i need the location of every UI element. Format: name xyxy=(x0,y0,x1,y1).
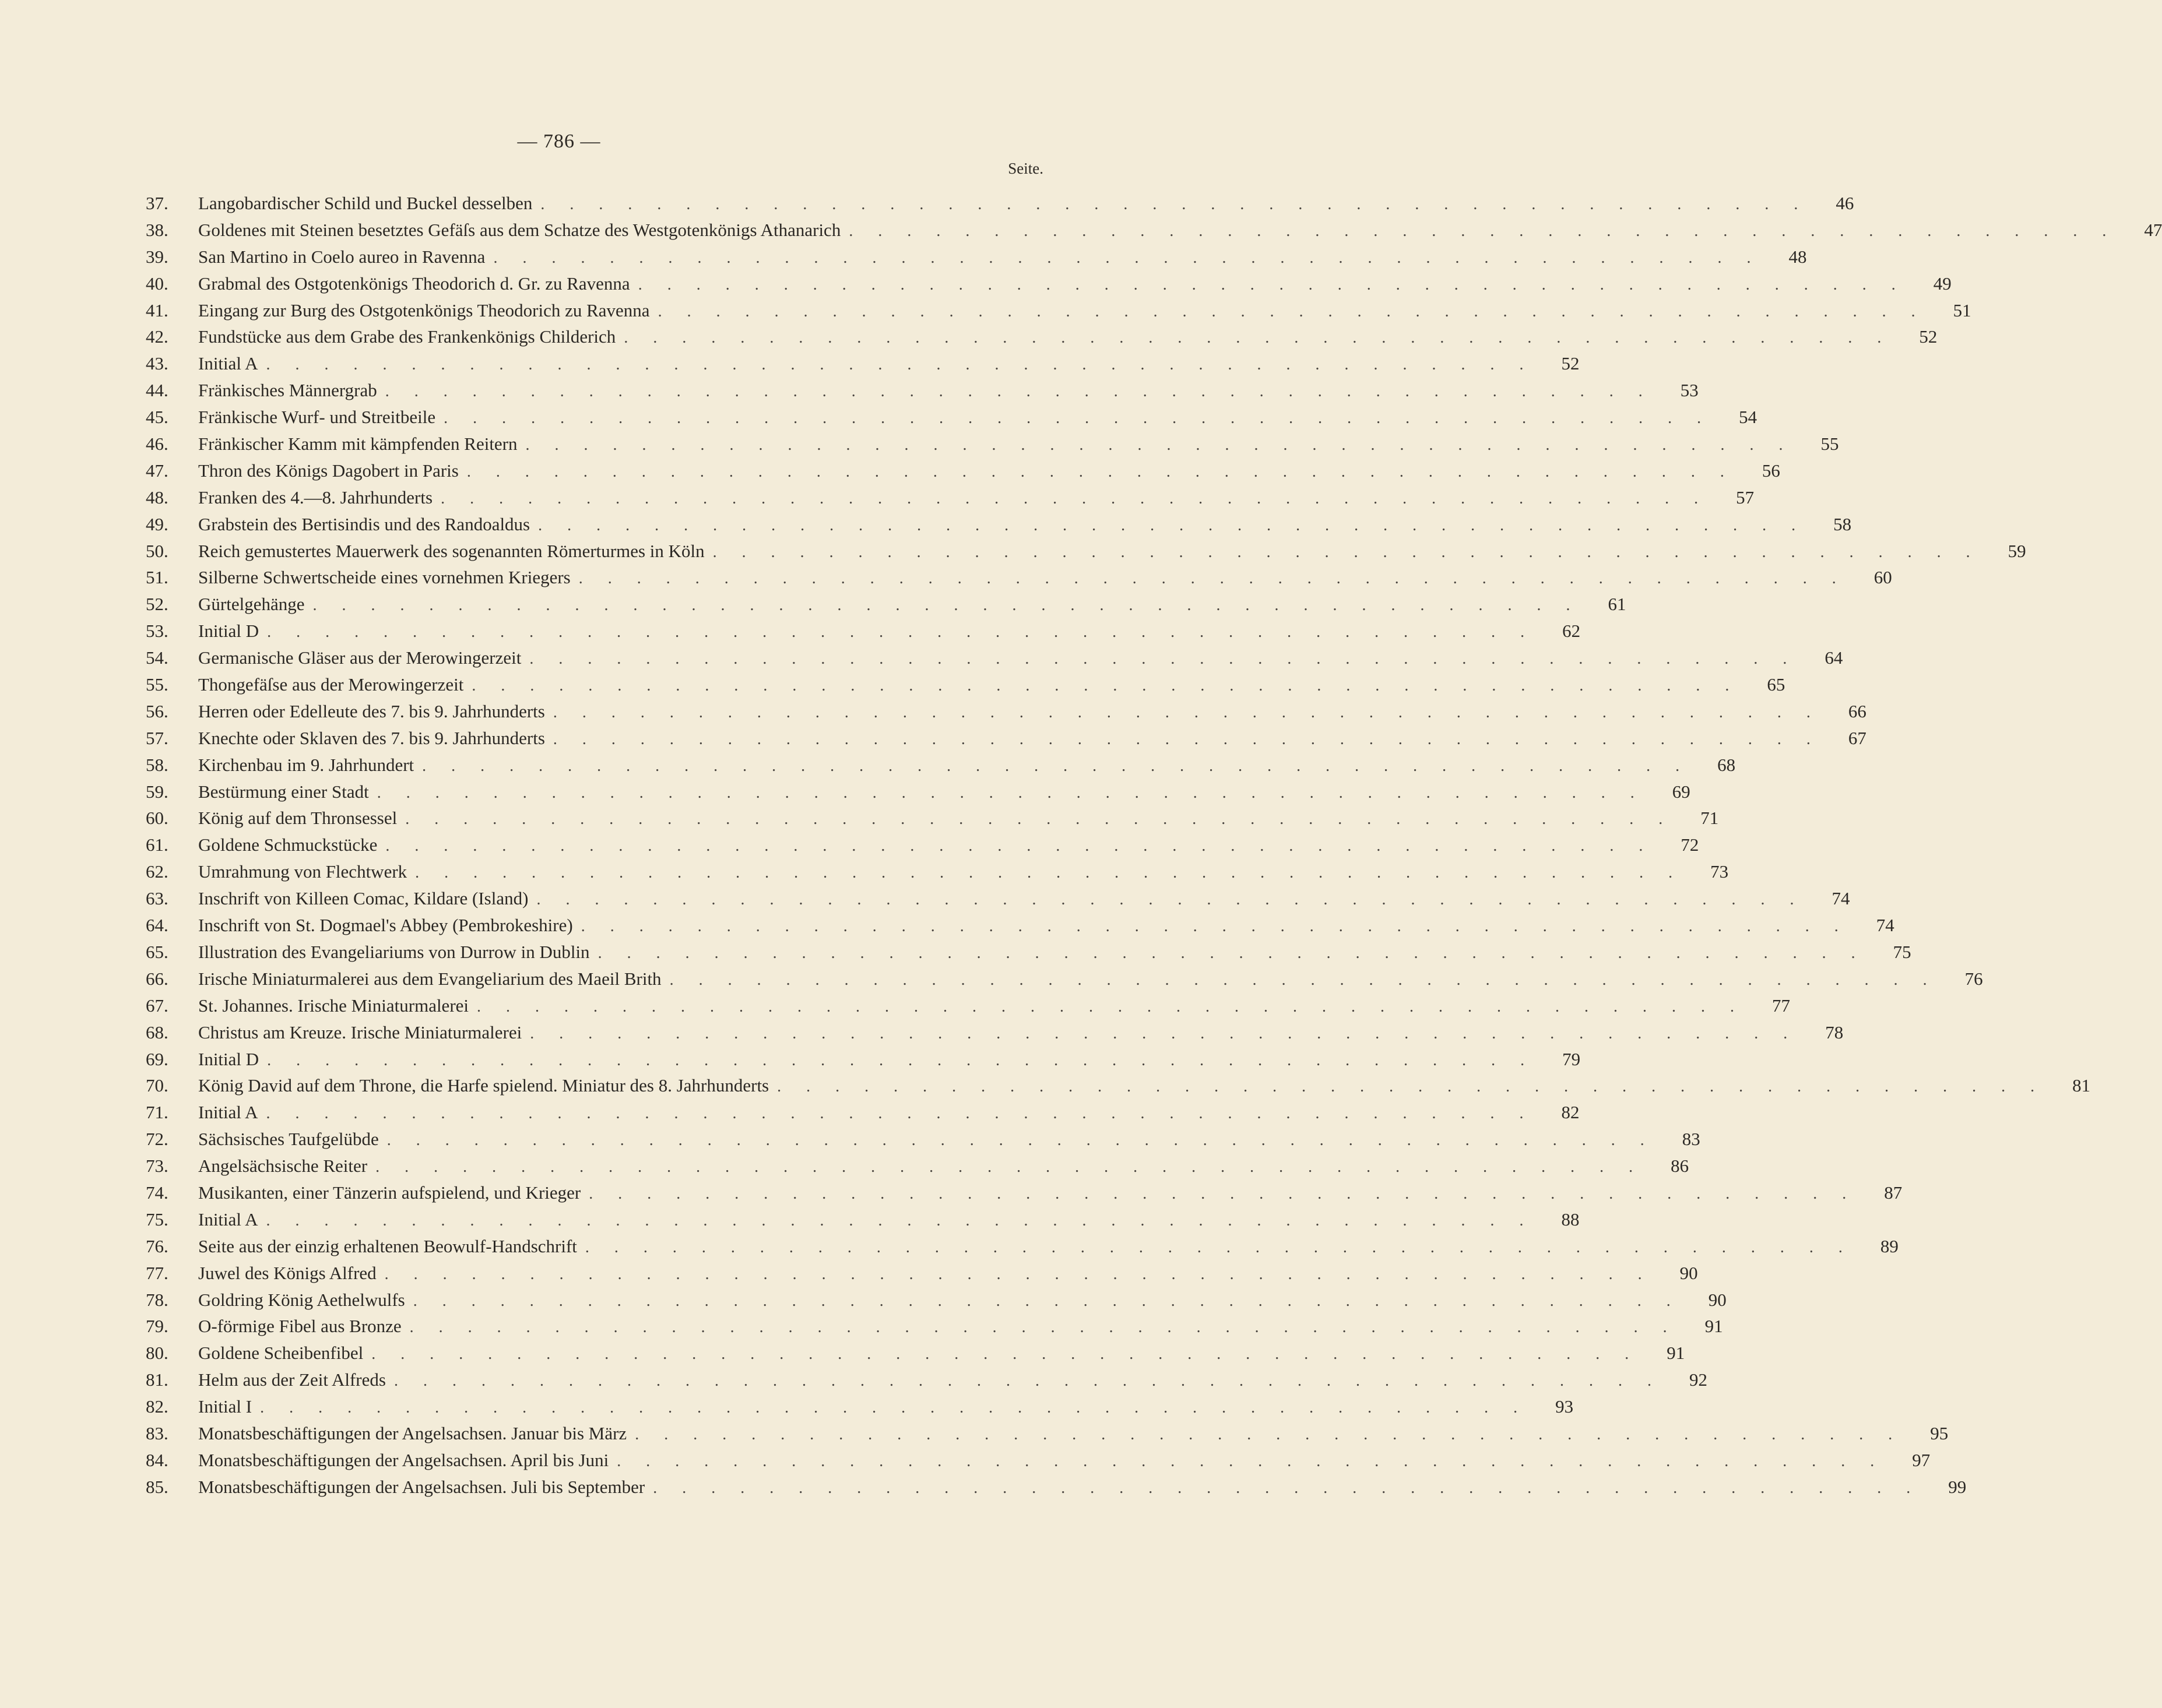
entry-page: 82 xyxy=(1561,1102,1580,1123)
entry-title: Initial I xyxy=(198,1396,252,1417)
entry-number: 66. xyxy=(146,968,168,989)
list-item xyxy=(146,1019,1844,1046)
entry-number: 80. xyxy=(146,1343,168,1364)
entry-page: 78 xyxy=(1825,1022,1844,1043)
entry-page: 72 xyxy=(1681,834,1699,855)
entry-number: 61. xyxy=(146,834,168,855)
dot-leader xyxy=(259,619,1543,646)
entry-number: 59. xyxy=(146,781,168,802)
entry-title: San Martino in Coelo aureo in Ravenna xyxy=(198,246,486,267)
entry-title: Juwel des Königs Alfred xyxy=(198,1262,377,1283)
list-item xyxy=(146,779,1690,805)
list-item xyxy=(146,1420,1949,1447)
list-item xyxy=(146,912,1894,939)
entry-page: 74 xyxy=(1876,915,1894,936)
entry-page: 65 xyxy=(1767,674,1785,695)
dot-leader xyxy=(577,1234,1861,1261)
dot-leader xyxy=(252,1394,1536,1421)
entry-page: 51 xyxy=(1953,300,1971,321)
entry-page: 57 xyxy=(1736,487,1755,508)
list-item xyxy=(146,992,1791,1019)
list-item xyxy=(146,618,1581,645)
dot-leader xyxy=(609,1448,1893,1475)
entry-page: 53 xyxy=(1680,380,1699,401)
dot-leader xyxy=(386,1368,1670,1394)
dot-leader xyxy=(581,1181,1865,1207)
list-item xyxy=(146,564,1892,591)
entry-page: 86 xyxy=(1671,1156,1689,1177)
list-item xyxy=(146,1287,1727,1313)
entry-page: 90 xyxy=(1708,1289,1727,1310)
dot-leader xyxy=(258,1100,1542,1127)
entry-title: Initial D xyxy=(198,1048,259,1069)
entry-page: 56 xyxy=(1762,460,1780,481)
dot-leader xyxy=(258,351,1542,378)
entry-title: Eingang zur Burg des Ostgotenkönigs Theodorich zu Ravenna xyxy=(198,300,650,321)
list-item xyxy=(146,511,1852,538)
dot-leader xyxy=(627,1421,1911,1448)
dot-leader xyxy=(379,1127,1663,1154)
entry-page: 87 xyxy=(1884,1182,1903,1203)
entry-page: 64 xyxy=(1824,647,1843,668)
entry-page: 47 xyxy=(2144,219,2162,240)
list-item xyxy=(146,1474,1967,1501)
entry-number: 52. xyxy=(146,594,168,615)
entry-number: 55. xyxy=(146,674,168,695)
entry-title: Thongefäſse aus der Merowingerzeit xyxy=(198,674,464,695)
entry-title: König David auf dem Throne, die Harfe spielend. Miniatur des 8. Jahrhunderts xyxy=(198,1075,769,1096)
entry-number: 60. xyxy=(146,808,168,829)
entry-title: Fundstücke aus dem Grabe des Frankenkönigs Childerich xyxy=(198,326,616,347)
list-item xyxy=(146,832,1699,858)
dot-leader xyxy=(530,512,1814,539)
entry-number: 76. xyxy=(146,1235,168,1256)
entry-page: 55 xyxy=(1820,434,1839,455)
entry-title: Langobardischer Schild und Buckel desselben xyxy=(198,193,533,213)
entry-title: Seite aus der einzig erhaltenen Beowulf-Handschrift xyxy=(198,1235,577,1256)
entry-title: Musikanten, einer Tänzerin aufspielend, und Krieger xyxy=(198,1182,581,1203)
page-column-label: Seite. xyxy=(1008,160,1043,177)
dot-leader xyxy=(616,325,1900,351)
dot-leader xyxy=(469,994,1753,1020)
list-item xyxy=(146,1313,1723,1340)
dot-leader xyxy=(650,298,1934,325)
list-item xyxy=(146,698,1866,725)
dot-leader xyxy=(521,646,1805,672)
entry-page: 91 xyxy=(1704,1316,1723,1337)
entry-number: 41. xyxy=(146,300,168,321)
entry-number: 37. xyxy=(146,193,168,213)
entry-title: St. Johannes. Irische Miniaturmalerei xyxy=(198,995,469,1016)
entry-number: 46. xyxy=(146,434,168,455)
entry-number: 71. xyxy=(146,1102,168,1123)
list-item xyxy=(146,217,2162,244)
list-item xyxy=(146,858,1729,885)
entry-title: Goldene Scheibenfibel xyxy=(198,1343,364,1364)
entry-title: Inschrift von St. Dogmael's Abbey (Pembrokeshire) xyxy=(198,915,573,936)
entry-page: 91 xyxy=(1667,1343,1685,1364)
entry-page: 54 xyxy=(1739,407,1757,428)
dot-leader xyxy=(769,1073,2053,1100)
list-item xyxy=(146,1099,1580,1126)
dot-leader xyxy=(377,1261,1661,1288)
dot-leader xyxy=(528,886,1812,913)
entry-title: Monatsbeschäftigungen der Angelsachsen. Januar bis März xyxy=(198,1422,627,1443)
list-item xyxy=(146,671,1785,698)
entry-number: 62. xyxy=(146,861,168,882)
entry-title: Fränkischer Kamm mit kämpfenden Reitern xyxy=(198,434,518,455)
entry-title: Grabmal des Ostgotenkönigs Theodorich d. Gr. zu Ravenna xyxy=(198,273,630,294)
entry-title: Grabstein des Bertisindis und des Randoaldus xyxy=(198,513,530,534)
entry-title: Helm aus der Zeit Alfreds xyxy=(198,1369,386,1390)
entry-number: 38. xyxy=(146,219,168,240)
entry-number: 54. xyxy=(146,647,168,668)
entry-page: 62 xyxy=(1562,621,1581,642)
list-of-illustrations xyxy=(146,190,2162,1501)
list-item xyxy=(146,1046,1581,1073)
entry-page: 74 xyxy=(1831,888,1850,909)
entry-title: Fränkische Wurf- und Streitbeile xyxy=(198,407,436,428)
dot-leader xyxy=(571,565,1855,592)
dot-leader xyxy=(367,1154,1651,1181)
entry-number: 73. xyxy=(146,1156,168,1177)
list-item xyxy=(146,457,1780,484)
dot-leader xyxy=(630,272,1914,298)
list-item xyxy=(146,270,1952,297)
entry-number: 77. xyxy=(146,1262,168,1283)
entry-number: 53. xyxy=(146,621,168,642)
dot-leader xyxy=(377,833,1661,860)
entry-title: Sächsisches Taufgelübde xyxy=(198,1129,379,1150)
entry-number: 44. xyxy=(146,380,168,401)
dot-leader xyxy=(304,592,1588,619)
entry-number: 75. xyxy=(146,1209,168,1230)
entry-title: O-förmige Fibel aus Bronze xyxy=(198,1316,402,1337)
entry-number: 40. xyxy=(146,273,168,294)
list-item xyxy=(146,645,1843,671)
list-item xyxy=(146,244,1807,270)
entry-number: 83. xyxy=(146,1422,168,1443)
dot-leader xyxy=(414,753,1698,780)
entry-title: Silberne Schwertscheide eines vornehmen Kriegers xyxy=(198,567,571,588)
dot-leader xyxy=(435,405,1720,432)
dot-leader xyxy=(377,378,1661,405)
dot-leader xyxy=(463,672,1748,699)
entry-number: 74. xyxy=(146,1182,168,1203)
list-item xyxy=(146,752,1736,779)
list-item xyxy=(146,1447,1931,1474)
entry-title: Irische Miniaturmalerei aus dem Evangeliarium des Maeil Brith xyxy=(198,968,662,989)
dot-leader xyxy=(363,1341,1647,1368)
list-item xyxy=(146,1179,1903,1206)
entry-number: 56. xyxy=(146,700,168,721)
dot-leader xyxy=(402,1314,1686,1341)
entry-number: 69. xyxy=(146,1048,168,1069)
entry-title: König auf dem Thronsessel xyxy=(198,808,398,829)
entry-page: 71 xyxy=(1700,808,1719,829)
entry-title: Initial A xyxy=(198,1209,258,1230)
entry-title: Illustration des Evangeliariums von Durrow in Dublin xyxy=(198,941,590,962)
entry-number: 42. xyxy=(146,326,168,347)
entry-title: Bestürmung einer Stadt xyxy=(198,781,369,802)
entry-number: 82. xyxy=(146,1396,168,1417)
entry-number: 70. xyxy=(146,1075,168,1096)
entry-title: Umrahmung von Flechtwerk xyxy=(198,861,407,882)
list-item xyxy=(146,190,1854,217)
dot-leader xyxy=(407,860,1691,886)
dot-leader xyxy=(705,539,1989,566)
dot-leader xyxy=(369,780,1653,807)
entry-title: Initial A xyxy=(198,353,258,374)
entry-number: 43. xyxy=(146,353,168,374)
entry-number: 57. xyxy=(146,727,168,748)
entry-page: 81 xyxy=(2072,1075,2091,1096)
entry-number: 39. xyxy=(146,246,168,267)
entry-number: 84. xyxy=(146,1449,168,1470)
entry-page: 66 xyxy=(1848,700,1866,721)
entry-page: 67 xyxy=(1848,727,1866,748)
dot-leader xyxy=(545,699,1829,726)
entry-title: Goldene Schmuckstücke xyxy=(198,834,378,855)
entry-title: Fränkisches Männergrab xyxy=(198,380,377,401)
entry-page: 52 xyxy=(1561,353,1580,374)
entry-number: 85. xyxy=(146,1476,168,1497)
list-item xyxy=(146,431,1839,457)
list-item xyxy=(146,1072,2091,1099)
list-item xyxy=(146,1260,1698,1287)
entry-page: 49 xyxy=(1933,273,1952,294)
entry-page: 79 xyxy=(1562,1048,1581,1069)
entry-title: Goldring König Aethelwulfs xyxy=(198,1289,405,1310)
entry-number: 78. xyxy=(146,1289,168,1310)
list-item xyxy=(146,966,1983,992)
entry-page: 93 xyxy=(1555,1396,1574,1417)
entry-page: 68 xyxy=(1717,754,1736,775)
list-item xyxy=(146,725,1866,752)
entry-title: Thron des Königs Dagobert in Paris xyxy=(198,460,459,481)
entry-page: 69 xyxy=(1672,781,1690,802)
entry-page: 73 xyxy=(1710,861,1729,882)
entry-title: Germanische Gläser aus der Merowingerzeit xyxy=(198,647,522,668)
entry-title: Christus am Kreuze. Irische Miniaturmalerei xyxy=(198,1022,522,1043)
entry-number: 48. xyxy=(146,487,168,508)
dot-leader xyxy=(259,1047,1543,1074)
dot-leader xyxy=(545,726,1829,753)
entry-number: 64. xyxy=(146,915,168,936)
list-item xyxy=(146,350,1580,377)
entry-page: 61 xyxy=(1608,594,1626,615)
list-item xyxy=(146,1153,1689,1179)
dot-leader xyxy=(397,806,1681,833)
entry-title: Gürtelgehänge xyxy=(198,594,305,615)
entry-number: 58. xyxy=(146,754,168,775)
entry-number: 51. xyxy=(146,567,168,588)
list-item xyxy=(146,885,1850,912)
list-item xyxy=(146,1126,1700,1153)
dot-leader xyxy=(459,459,1743,485)
dot-leader xyxy=(573,913,1857,940)
list-item xyxy=(146,1393,1574,1420)
entry-page: 46 xyxy=(1836,193,1854,213)
entry-title: Initial D xyxy=(198,621,259,642)
entry-page: 88 xyxy=(1561,1209,1580,1230)
list-item xyxy=(146,1340,1685,1367)
entry-page: 97 xyxy=(1912,1449,1931,1470)
dot-leader xyxy=(645,1475,1929,1502)
entry-page: 89 xyxy=(1880,1235,1899,1256)
entry-title: Knechte oder Sklaven des 7. bis 9. Jahrhunderts xyxy=(198,727,545,748)
entry-page: 60 xyxy=(1873,567,1892,588)
list-item xyxy=(146,377,1699,404)
entry-title: Angelsächsische Reiter xyxy=(198,1156,368,1177)
list-item xyxy=(146,404,1757,431)
entry-title: Kirchenbau im 9. Jahrhundert xyxy=(198,754,414,775)
entry-page: 48 xyxy=(1788,246,1807,267)
page-number: — 786 — xyxy=(517,131,601,152)
entry-page: 99 xyxy=(1948,1476,1967,1497)
entry-number: 50. xyxy=(146,540,168,561)
list-item xyxy=(146,1206,1580,1233)
dot-leader xyxy=(841,218,2125,245)
entry-page: 95 xyxy=(1930,1422,1949,1443)
entry-page: 58 xyxy=(1833,513,1852,534)
entry-title: Monatsbeschäftigungen der Angelsachsen. Juli bis September xyxy=(198,1476,645,1497)
entry-title: Franken des 4.—8. Jahrhunderts xyxy=(198,487,433,508)
list-item xyxy=(146,323,1938,350)
entry-number: 63. xyxy=(146,888,168,909)
entry-number: 81. xyxy=(146,1369,168,1390)
dot-leader xyxy=(258,1207,1542,1234)
dot-leader xyxy=(405,1288,1689,1315)
entry-title: Reich gemustertes Mauerwerk des sogenannten Römerturmes in Köln xyxy=(198,540,705,561)
entry-title: Initial A xyxy=(198,1102,258,1123)
dot-leader xyxy=(433,485,1717,512)
entry-page: 75 xyxy=(1893,941,1911,962)
entry-page: 83 xyxy=(1682,1129,1700,1150)
entry-title: Herren oder Edelleute des 7. bis 9. Jahrhunderts xyxy=(198,700,545,721)
entry-number: 49. xyxy=(146,513,168,534)
list-item xyxy=(146,484,1755,511)
entry-number: 67. xyxy=(146,995,168,1016)
entry-number: 65. xyxy=(146,941,168,962)
entry-number: 79. xyxy=(146,1316,168,1337)
list-item xyxy=(146,939,1911,966)
dot-leader xyxy=(590,940,1874,967)
list-item xyxy=(146,1367,1707,1393)
entry-number: 72. xyxy=(146,1129,168,1150)
entry-number: 45. xyxy=(146,407,168,428)
entry-page: 92 xyxy=(1689,1369,1707,1390)
entry-page: 76 xyxy=(1964,968,1983,989)
entry-number: 47. xyxy=(146,460,168,481)
dot-leader xyxy=(522,1020,1806,1047)
list-item xyxy=(146,297,1971,324)
entry-page: 59 xyxy=(2008,540,2026,561)
list-item xyxy=(146,591,1626,618)
entry-number: 68. xyxy=(146,1022,168,1043)
list-item xyxy=(146,1233,1899,1260)
entry-page: 90 xyxy=(1679,1262,1698,1283)
entry-title: Monatsbeschäftigungen der Angelsachsen. April bis Juni xyxy=(198,1449,609,1470)
dot-leader xyxy=(662,967,1946,994)
entry-page: 77 xyxy=(1772,995,1791,1016)
entry-title: Goldenes mit Steinen besetztes Gefäſs aus dem Schatze des Westgotenkönigs Athanarich xyxy=(198,219,841,240)
dot-leader xyxy=(518,432,1802,459)
dot-leader xyxy=(532,191,1816,218)
dot-leader xyxy=(485,245,1769,272)
entry-page: 52 xyxy=(1919,326,1938,347)
list-item xyxy=(146,538,2026,565)
entry-title: Inschrift von Killeen Comac, Kildare (Island) xyxy=(198,888,529,909)
list-item xyxy=(146,805,1719,832)
